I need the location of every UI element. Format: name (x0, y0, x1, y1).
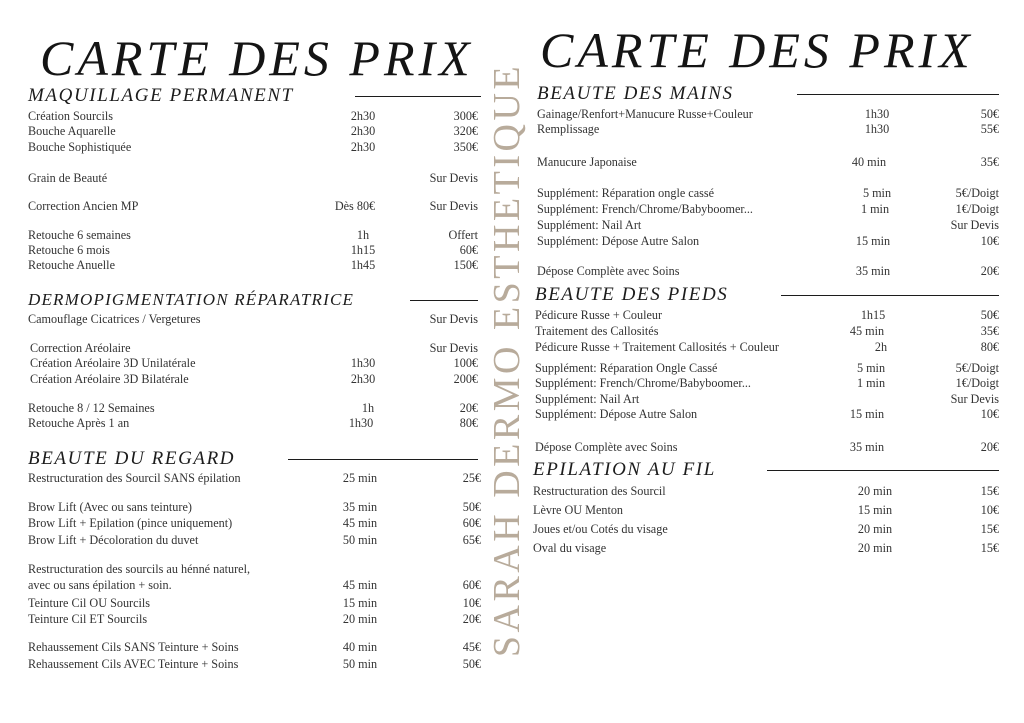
price-row (537, 107, 999, 122)
price-row (28, 312, 478, 327)
service-duration: 40 min (342, 640, 378, 654)
section-title: EPILATION AU FIL (533, 459, 716, 480)
service-duration: 35 min (855, 264, 891, 278)
service-label: Pédicure Russe + Couleur (535, 308, 663, 322)
service-price: 55€ (980, 122, 999, 136)
service-duration: 1h30 (864, 122, 890, 136)
price-row (30, 341, 478, 356)
service-duration: 45 min (849, 324, 885, 338)
service-label: Teinture Cil OU Sourcils (28, 596, 151, 610)
section-title: DERMOPIGMENTATION RÉPARATRICE (28, 290, 355, 309)
price-row (537, 202, 999, 217)
price-row (28, 657, 481, 672)
service-price: Sur Devis (429, 312, 478, 326)
service-duration: 5 min (862, 186, 892, 200)
price-row (537, 155, 999, 170)
service-price: Sur Devis (429, 171, 478, 185)
price-row (28, 228, 478, 243)
service-price: 15€ (980, 484, 999, 498)
price-row (535, 392, 999, 407)
section-divider (797, 94, 999, 95)
service-label: Grain de Beauté (28, 171, 108, 185)
service-label: Retouche Anuelle (28, 258, 115, 272)
service-label: Supplément: French/Chrome/Babyboomer... (537, 202, 753, 216)
price-row (28, 500, 481, 515)
section-title: BEAUTE DU REGARD (28, 448, 236, 469)
service-price: 15€ (980, 522, 999, 536)
service-duration: 2h30 (350, 140, 376, 154)
service-label: Restructuration des Sourcil (533, 484, 666, 498)
service-price: Sur Devis (950, 392, 999, 406)
service-price: 20€ (980, 264, 999, 278)
service-price: 50€ (980, 308, 999, 322)
service-duration: 20 min (857, 484, 893, 498)
section-header-dermopigmentation (28, 290, 478, 312)
section-divider (288, 459, 478, 460)
price-row (28, 471, 481, 486)
service-price: 10€ (462, 596, 481, 610)
service-label: Retouche Après 1 an (28, 416, 130, 430)
price-row (533, 484, 999, 499)
service-duration: 1h (361, 401, 375, 415)
service-label: Création Aréolaire 3D Unilatérale (30, 356, 196, 370)
service-price: 100€ (453, 356, 478, 370)
section-divider (410, 300, 478, 301)
service-price: 50€ (980, 107, 999, 121)
service-label: Retouche 8 / 12 Semaines (28, 401, 155, 415)
service-price: 10€ (980, 234, 999, 248)
service-price: 15€ (980, 541, 999, 555)
price-row (30, 372, 478, 387)
service-price: 60€ (462, 578, 481, 592)
service-price: 5€/Doigt (955, 361, 999, 375)
service-duration: 20 min (857, 541, 893, 555)
section-title: BEAUTE DES PIEDS (535, 284, 729, 305)
service-label: Supplément: Réparation ongle cassé (537, 186, 715, 200)
service-price: 5€/Doigt (955, 186, 999, 200)
service-price: 350€ (453, 140, 478, 154)
price-row (28, 578, 481, 593)
service-duration: 1h30 (350, 356, 376, 370)
service-label: Supplément: Nail Art (535, 392, 640, 406)
service-duration: 1 min (856, 376, 886, 390)
service-price: 20€ (462, 612, 481, 626)
price-row (535, 308, 999, 323)
service-duration: 2h30 (350, 372, 376, 386)
price-row (28, 109, 478, 124)
section-header-regard (28, 449, 478, 471)
service-label: Camouflage Cicatrices / Vergetures (28, 312, 201, 326)
service-label: avec ou sans épilation + soin. (28, 578, 172, 592)
service-duration: 1h15 (350, 243, 376, 257)
service-price: 35€ (980, 324, 999, 338)
service-label: Bouche Aquarelle (28, 124, 116, 138)
service-duration: 15 min (342, 596, 378, 610)
service-price: 50€ (462, 657, 481, 671)
service-price: 80€ (459, 416, 478, 430)
service-price: 80€ (980, 340, 999, 354)
service-duration: 40 min (851, 155, 887, 169)
service-label: Création Aréolaire 3D Bilatérale (30, 372, 189, 386)
section-divider (767, 470, 999, 471)
service-label: Traitement des Callosités (535, 324, 659, 338)
section-title: MAQUILLAGE PERMANENT (28, 85, 294, 106)
service-duration: 20 min (857, 522, 893, 536)
service-duration: 25 min (342, 471, 378, 485)
service-label: Création Sourcils (28, 109, 113, 123)
price-row (28, 533, 481, 548)
service-label: Retouche 6 mois (28, 243, 110, 257)
service-duration: Dès 80€ (334, 199, 376, 213)
service-duration: 15 min (855, 234, 891, 248)
service-duration: 35 min (342, 500, 378, 514)
service-duration: 1h45 (350, 258, 376, 272)
service-price: Sur Devis (950, 218, 999, 232)
service-duration: 15 min (857, 503, 893, 517)
left-page-title: CARTE DES PRIX (40, 30, 474, 86)
service-price: 320€ (453, 124, 478, 138)
right-page-title: CARTE DES PRIX (540, 22, 974, 78)
service-label: Restructuration des Sourcil SANS épilation (28, 471, 241, 485)
service-label: Rehaussement Cils SANS Teinture + Soins (28, 640, 239, 654)
service-price: 20€ (980, 440, 999, 454)
service-label: Supplément: Nail Art (537, 218, 642, 232)
service-label: Brow Lift (Avec ou sans teinture) (28, 500, 192, 514)
service-label: Dépose Complète avec Soins (535, 440, 678, 454)
price-row (28, 124, 478, 139)
price-row (30, 356, 478, 371)
service-label: Supplément: Dépose Autre Salon (537, 234, 700, 248)
service-price: 50€ (462, 500, 481, 514)
service-price: 200€ (453, 372, 478, 386)
service-label: Brow Lift + Epilation (pince uniquement) (28, 516, 233, 530)
price-row (28, 243, 478, 258)
service-price: Sur Devis (429, 199, 478, 213)
price-row (28, 140, 478, 155)
service-label: Manucure Japonaise (537, 155, 637, 169)
service-price: 60€ (462, 516, 481, 530)
section-divider (781, 295, 999, 296)
section-title: BEAUTE DES MAINS (537, 83, 734, 104)
service-label: Supplément: Dépose Autre Salon (535, 407, 698, 421)
price-row (28, 562, 481, 577)
service-label: Gainage/Renfort+Manucure Russe+Couleur (537, 107, 753, 121)
service-label: Correction Ancien MP (28, 199, 139, 213)
service-duration: 50 min (342, 657, 378, 671)
section-header-maquillage (28, 86, 481, 108)
service-duration: 2h (874, 340, 888, 354)
service-duration: 2h30 (350, 109, 376, 123)
service-price: 65€ (462, 533, 481, 547)
price-row (533, 522, 999, 537)
price-row (535, 324, 999, 339)
price-row (537, 122, 999, 137)
price-row (537, 264, 999, 279)
price-row (28, 199, 478, 214)
service-duration: 20 min (342, 612, 378, 626)
service-price: 35€ (980, 155, 999, 169)
service-price: 10€ (980, 503, 999, 517)
service-duration: 1h15 (860, 308, 886, 322)
price-row (537, 186, 999, 201)
service-label: Pédicure Russe + Traitement Callosités + Couleur (535, 340, 779, 354)
service-label: Joues et/ou Cotés du visage (533, 522, 668, 536)
section-header-mains (537, 84, 999, 106)
service-label: Rehaussement Cils AVEC Teinture + Soins (28, 657, 239, 671)
price-row (535, 407, 999, 422)
service-price: 20€ (459, 401, 478, 415)
service-label: Bouche Sophistiquée (28, 140, 132, 154)
brand-vertical-text: SARAH DERMO ESTHETIQUE (486, 62, 528, 658)
service-price: Sur Devis (429, 341, 478, 355)
service-duration: 50 min (342, 533, 378, 547)
price-row (535, 376, 999, 391)
service-label: Teinture Cil ET Sourcils (28, 612, 148, 626)
service-label: Retouche 6 semaines (28, 228, 131, 242)
service-duration: 15 min (849, 407, 885, 421)
service-price: 150€ (453, 258, 478, 272)
section-header-pieds (535, 285, 999, 307)
service-duration: 2h30 (350, 124, 376, 138)
service-label: Remplissage (537, 122, 600, 136)
price-row (28, 258, 478, 273)
service-duration: 1h30 (864, 107, 890, 121)
service-label: Brow Lift + Décoloration du duvet (28, 533, 199, 547)
service-price: 45€ (462, 640, 481, 654)
price-row (535, 361, 999, 376)
price-row (28, 640, 481, 655)
service-price: 25€ (462, 471, 481, 485)
service-duration: 35 min (849, 440, 885, 454)
price-row (28, 416, 478, 431)
price-row (535, 440, 999, 455)
service-label: Restructuration des sourcils au hénné naturel, (28, 562, 251, 576)
price-row (28, 401, 478, 416)
service-label: Lèvre OU Menton (533, 503, 624, 517)
price-row (533, 541, 999, 556)
price-row (28, 171, 478, 186)
section-divider (355, 96, 481, 97)
service-duration: 45 min (342, 578, 378, 592)
service-duration: 1h30 (348, 416, 374, 430)
price-row (28, 596, 481, 611)
service-duration: 5 min (856, 361, 886, 375)
price-row (537, 218, 999, 233)
service-duration: 1h (356, 228, 370, 242)
service-price: 1€/Doigt (955, 376, 999, 390)
service-price: 10€ (980, 407, 999, 421)
service-label: Supplément: French/Chrome/Babyboomer... (535, 376, 751, 390)
price-row (537, 234, 999, 249)
price-row (28, 516, 481, 531)
service-duration: 1 min (860, 202, 890, 216)
service-label: Correction Aréolaire (30, 341, 131, 355)
service-price: 1€/Doigt (955, 202, 999, 216)
service-price: 60€ (459, 243, 478, 257)
service-label: Oval du visage (533, 541, 607, 555)
price-row (535, 340, 999, 355)
price-row (533, 503, 999, 518)
service-price: 300€ (453, 109, 478, 123)
service-duration: 45 min (342, 516, 378, 530)
section-header-epilation (533, 460, 999, 482)
price-row (28, 612, 481, 627)
service-label: Dépose Complète avec Soins (537, 264, 680, 278)
service-price: Offert (448, 228, 478, 242)
service-label: Supplément: Réparation Ongle Cassé (535, 361, 718, 375)
